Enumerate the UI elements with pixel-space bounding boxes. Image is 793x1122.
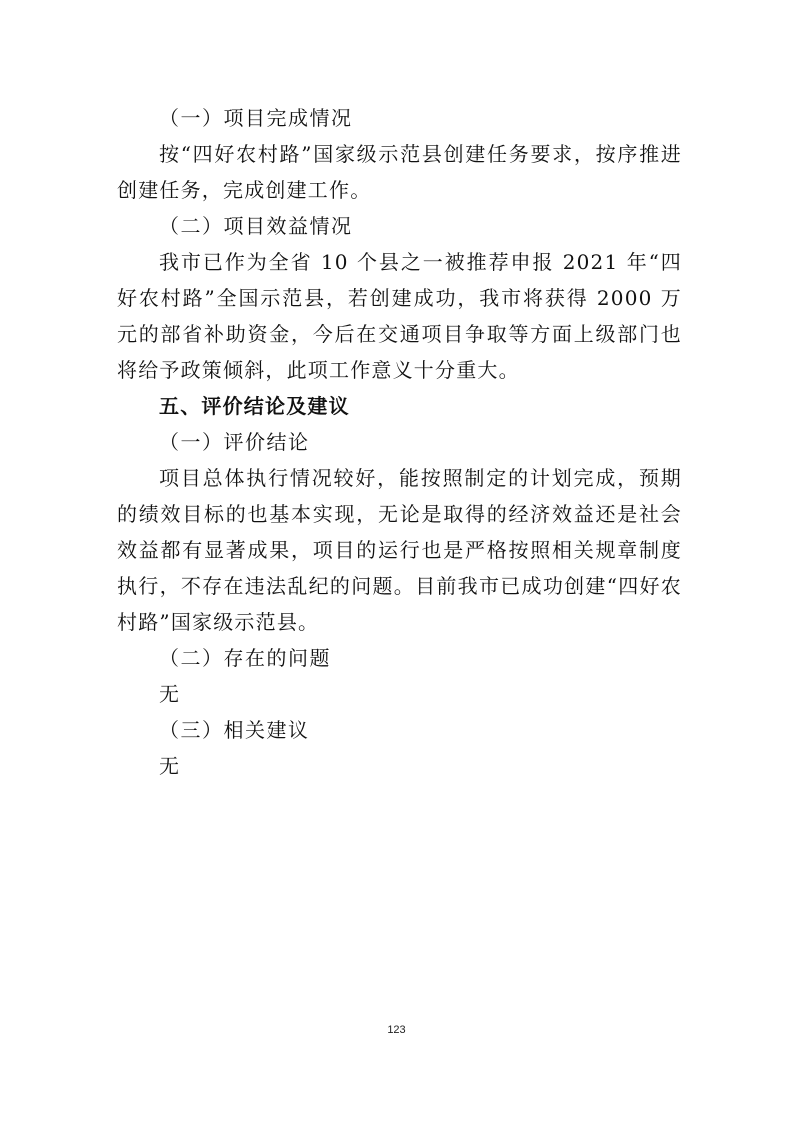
project-completion-heading: （一）项目完成情况	[159, 106, 353, 130]
project-benefit-heading: （二）项目效益情况	[159, 214, 353, 238]
document-body	[117, 100, 682, 784]
project-benefit-text: 我市已作为全省 10 个县之一被推荐申报 2021 年“四好农村路”全国示范县，若创建成功，我市将获得 2000 万元的部省补助资金，今后在交通项目争取等方面上级部门也将给予政策倾斜，此项工作意义十分重大。	[117, 250, 682, 382]
existing-problems-text: 无	[159, 682, 179, 706]
project-completion-text: 按“四好农村路”国家级示范县创建任务要求，按序推进创建任务，完成创建工作。	[117, 142, 682, 202]
page-number: 123	[387, 1024, 406, 1036]
suggestions-text: 无	[159, 754, 179, 778]
conclusion-section-heading: 五、评价结论及建议	[159, 394, 350, 418]
existing-problems-heading: （二）存在的问题	[159, 646, 331, 670]
suggestions-heading: （三）相关建议	[159, 718, 310, 742]
evaluation-conclusion-heading: （一）评价结论	[159, 430, 310, 454]
evaluation-conclusion-text: 项目总体执行情况较好，能按照制定的计划完成，预期的绩效目标的也基本实现，无论是取得的经济效益还是社会效益都有显著成果，项目的运行也是严格按照相关规章制度执行，不存在违法乱纪的问题。目前我市已成功创建“四好农村路”国家级示范县。	[117, 466, 682, 634]
